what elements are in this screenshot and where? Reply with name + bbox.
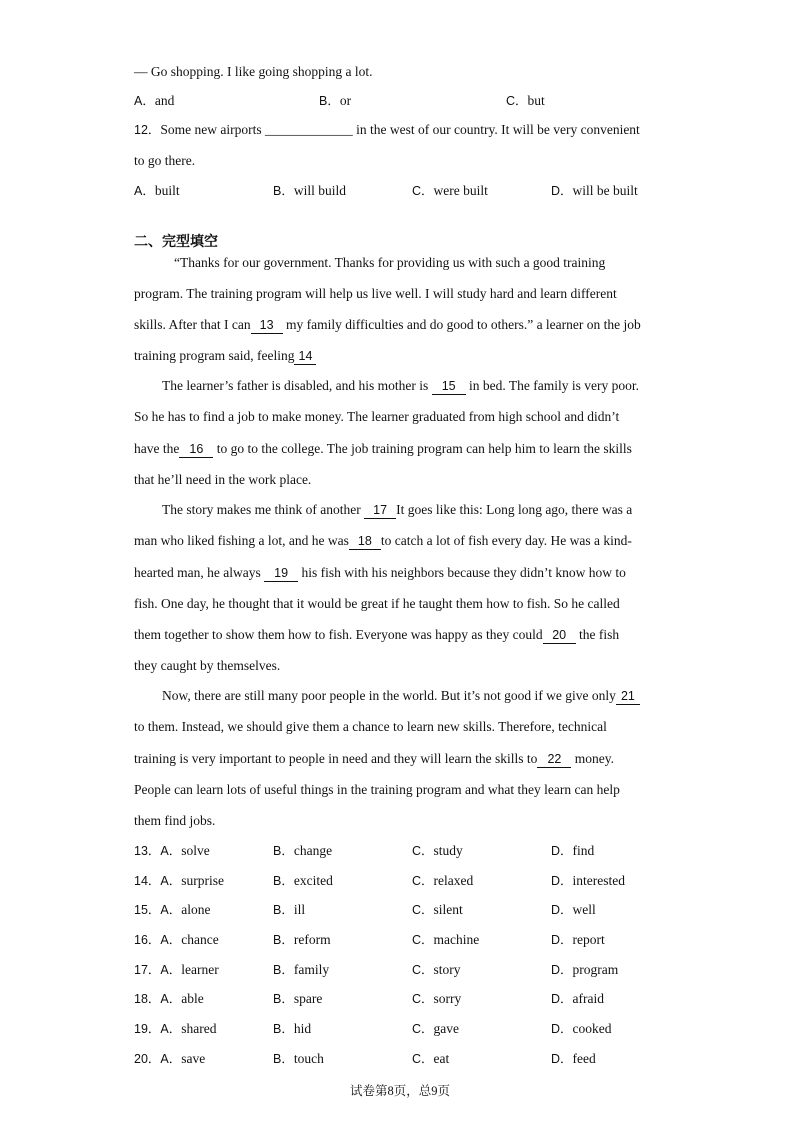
page-footer: 试卷第8页，总9页 [349, 1084, 450, 1098]
passage-line: Now, there are still many poor people in the world. But it’s not good if we give only 21 [162, 687, 640, 705]
choice-option-b[interactable]: B．change [273, 843, 333, 858]
choice-option-a[interactable]: 13．A．solve [134, 843, 210, 858]
passage-line: The story makes me think of another 17 It goes like this: Long long ago, there was a [162, 502, 633, 517]
blank-17[interactable]: 17 [364, 503, 396, 519]
choice-option-a[interactable]: 16．A．chance [134, 932, 219, 947]
q12-stem: 12．Some new airports _____________ in the west of our country. It will be very convenient [134, 122, 640, 137]
choice-option-d[interactable]: D．afraid [551, 991, 605, 1006]
choice-option-d[interactable]: D．report [551, 932, 605, 947]
question-choice-row [134, 1020, 694, 1038]
choice-option-b[interactable]: B．hid [273, 1021, 312, 1036]
question-choice-row [134, 872, 694, 890]
question-choice-row [134, 961, 694, 979]
choice-option-d[interactable]: D．cooked [551, 1021, 612, 1036]
choice-option-d[interactable]: D．interested [551, 873, 626, 888]
q12-option-a[interactable]: A．built [134, 183, 180, 198]
blank-15[interactable]: 15 [432, 379, 466, 395]
section-heading-cloze: 二、完型填空 [134, 234, 218, 250]
question-choice-row [134, 1050, 694, 1068]
choice-option-d[interactable]: D．program [551, 962, 619, 977]
choice-option-d[interactable]: D．find [551, 843, 595, 858]
q12-option-c[interactable]: C．were built [412, 183, 488, 198]
choice-option-b[interactable]: B．family [273, 962, 330, 977]
choice-option-d[interactable]: D．feed [551, 1051, 596, 1066]
choice-option-c[interactable]: C．story [412, 962, 461, 977]
blank-20[interactable]: 20 [543, 628, 576, 644]
choice-option-a[interactable]: 17．A．learner [134, 962, 219, 977]
blank-21[interactable]: 21 [616, 689, 640, 705]
passage-line: them together to show them how to fish. Everyone was happy as they could 20 the fish [134, 627, 620, 642]
passage-line: they caught by themselves. [134, 658, 281, 673]
choice-option-c[interactable]: C．study [412, 843, 463, 858]
q12-option-d[interactable]: D．will be built [551, 183, 638, 198]
blank-14[interactable]: 14 [294, 349, 316, 365]
q12-option-b[interactable]: B．will build [273, 183, 346, 198]
q12-options [134, 182, 694, 200]
passage-line: training is very important to people in need and they will learn the skills to 22 money. [134, 751, 615, 766]
choice-option-a[interactable]: 14．A．surprise [134, 873, 224, 888]
choice-option-c[interactable]: C．sorry [412, 991, 462, 1006]
q11-option-c[interactable]: C．but [506, 93, 545, 108]
choice-option-a[interactable]: 20．A．save [134, 1051, 206, 1066]
choice-option-c[interactable]: C．eat [412, 1051, 450, 1066]
q11-option-b[interactable]: B．or [319, 93, 352, 108]
passage-line: program. The training program will help us live well. I will study hard and learn different [134, 286, 617, 301]
blank-13[interactable]: 13 [251, 318, 283, 334]
passage-line: to them. Instead, we should give them a chance to learn new skills. Therefore, technical [134, 719, 607, 734]
choice-option-b[interactable]: B．excited [273, 873, 333, 888]
choice-option-c[interactable]: C．relaxed [412, 873, 474, 888]
question-choice-row [134, 901, 694, 919]
question-choice-row [134, 931, 694, 949]
passage-line: man who liked fishing a lot, and he was 18 to catch a lot of fish every day. He was a kind- [134, 533, 632, 548]
choice-option-b[interactable]: B．spare [273, 991, 323, 1006]
choice-option-c[interactable]: C．silent [412, 902, 463, 917]
q11-option-a[interactable]: A．and [134, 93, 175, 108]
blank-18[interactable]: 18 [349, 534, 381, 550]
passage-line: training program said, feeling 14 [134, 347, 316, 365]
passage-line: hearted man, he always 19 his fish with his neighbors because they didn’t know how to [134, 565, 626, 580]
passage-line: skills. After that I can 13 my family difficulties and do good to others.” a learner on the job [134, 317, 641, 332]
passage-line: them find jobs. [134, 813, 216, 828]
choice-option-d[interactable]: D．well [551, 902, 596, 917]
blank-16[interactable]: 16 [179, 442, 213, 458]
choice-option-b[interactable]: B．ill [273, 902, 306, 917]
passage-line: fish. One day, he thought that it would be great if he taught them how to fish. So he called [134, 596, 620, 611]
blank-19[interactable]: 19 [264, 566, 298, 582]
passage-line: The learner’s father is disabled, and his mother is 15 in bed. The family is very poor. [162, 378, 640, 393]
choice-option-c[interactable]: C．gave [412, 1021, 460, 1036]
passage-line: “Thanks for our government. Thanks for providing us with such a good training [174, 255, 606, 270]
choice-option-b[interactable]: B．touch [273, 1051, 324, 1066]
passage-line: People can learn lots of useful things in the training program and what they learn can help [134, 782, 620, 797]
passage-line: have the 16 to go to the college. The job training program can help him to learn the skills [134, 441, 632, 456]
choice-option-a[interactable]: 15．A．alone [134, 902, 211, 917]
question-choice-row [134, 842, 694, 860]
q11-options [134, 92, 694, 110]
passage-line: that he’ll need in the work place. [134, 472, 312, 487]
choice-option-a[interactable]: 18．A．able [134, 991, 204, 1006]
question-choice-row [134, 990, 694, 1008]
blank-22[interactable]: 22 [537, 752, 571, 768]
choice-option-b[interactable]: B．reform [273, 932, 331, 947]
choice-option-c[interactable]: C．machine [412, 932, 480, 947]
passage-line: So he has to find a job to make money. The learner graduated from high school and didn’t [134, 409, 620, 424]
choice-option-a[interactable]: 19．A．shared [134, 1021, 217, 1036]
q12-stem-line2: to go there. [134, 153, 196, 168]
q11-dialogue-line: — Go shopping. I like going shopping a lot. [134, 64, 373, 79]
